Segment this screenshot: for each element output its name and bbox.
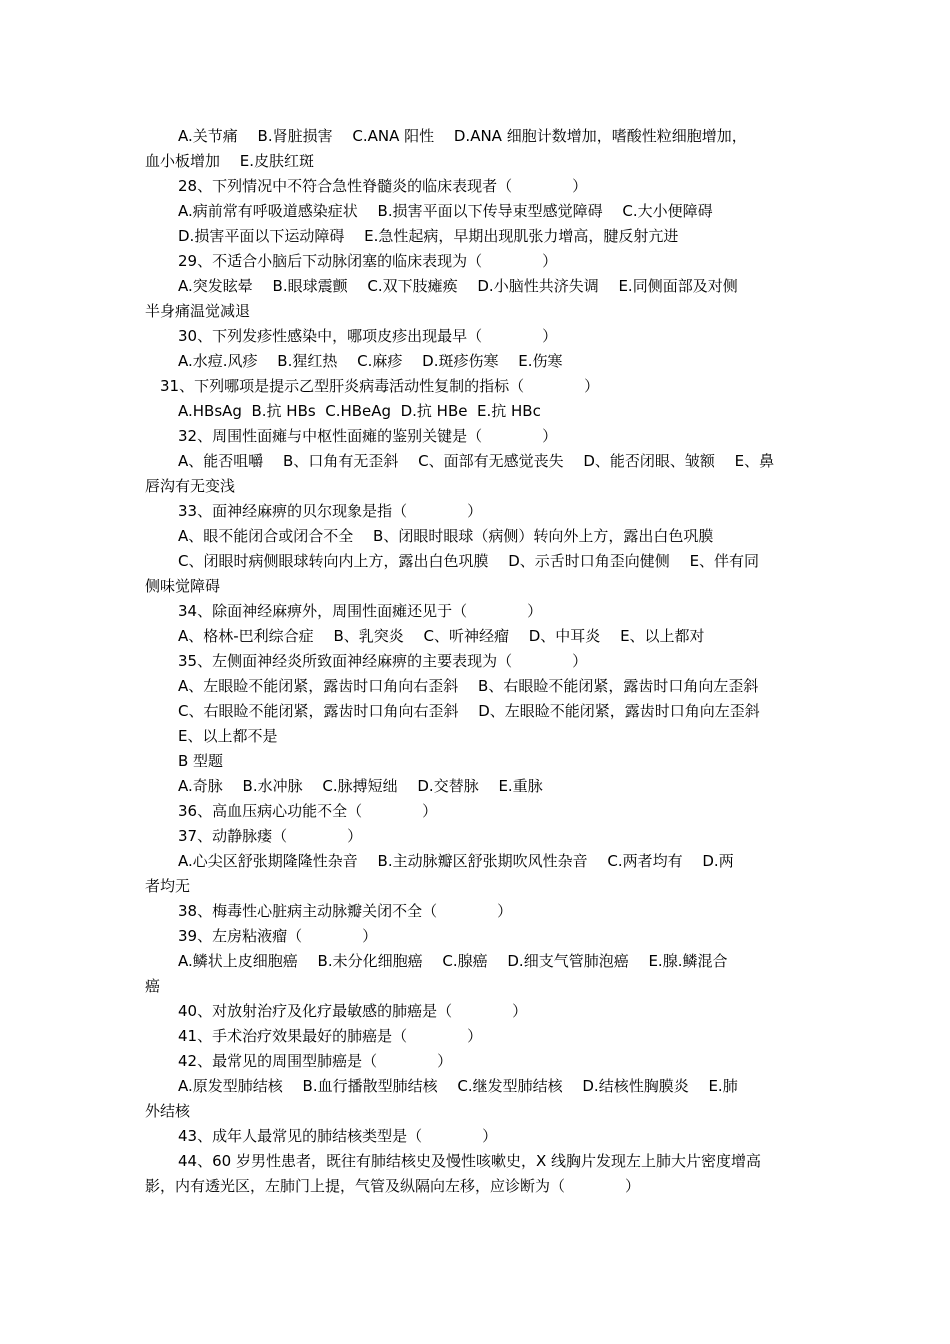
option-line: C、右眼睑不能闭紧，露齿时口角向右歪斜 D、左眼睑不能闭紧，露齿时口角向左歪斜 <box>178 702 760 720</box>
option-line: A.关节痛 B.肾脏损害 C.ANA 阳性 D.ANA 细胞计数增加，嗜酸性粒细胞增加， <box>178 127 747 145</box>
option-line: A、能否咀嚼 B、口角有无歪斜 C、面部有无感觉丧失 D、能否闭眼、皱额 E、鼻 <box>178 452 775 470</box>
question-43: 43、成年人最常见的肺结核类型是（ ） <box>178 1127 498 1145</box>
option-line: A、格林-巴利综合症 B、乳突炎 C、听神经瘤 D、中耳炎 E、以上都对 <box>178 627 705 645</box>
option-line: A.病前常有呼吸道感染症状 B.损害平面以下传导束型感觉障碍 C.大小便障碍 <box>178 202 713 220</box>
question-31: 31、下列哪项是提示乙型肝炎病毒活动性复制的指标（ ） <box>160 377 600 395</box>
option-line: A.原发型肺结核 B.血行播散型肺结核 C.继发型肺结核 D.结核性胸膜炎 E.肺 <box>178 1077 738 1095</box>
option-line: E、以上都不是 <box>178 727 278 745</box>
question-33: 33、面神经麻痹的贝尔现象是指（ ） <box>178 502 483 520</box>
option-line-continued: 半身痛温觉减退 <box>145 302 251 320</box>
option-line: D.损害平面以下运动障碍 E.急性起病，早期出现肌张力增高，腱反射亢进 <box>178 227 679 245</box>
option-line: A.HBsAg B.抗 HBs C.HBeAg D.抗 HBe E.抗 HBc <box>178 402 541 420</box>
option-line: A.心尖区舒张期隆隆性杂音 B.主动脉瓣区舒张期吹风性杂音 C.两者均有 D.两 <box>178 852 734 870</box>
option-line: A.突发眩晕 B.眼球震颤 C.双下肢瘫痪 D.小脑性共济失调 E.同侧面部及对侧 <box>178 277 738 295</box>
question-41: 41、手术治疗效果最好的肺癌是（ ） <box>178 1027 483 1045</box>
question-37: 37、动静脉瘘（ ） <box>178 827 363 845</box>
option-line-continued: 侧味觉障碍 <box>145 577 221 595</box>
option-line-continued: 癌 <box>145 977 161 995</box>
section-heading: B 型题 <box>178 752 224 770</box>
question-38: 38、梅毒性心脏病主动脉瓣关闭不全（ ） <box>178 902 513 920</box>
option-line-continued: 唇沟有无变浅 <box>145 477 236 495</box>
option-line: A、左眼睑不能闭紧，露齿时口角向右歪斜 B、右眼睑不能闭紧，露齿时口角向左歪斜 <box>178 677 759 695</box>
option-line: A.水痘.风疹 B.猩红热 C.麻疹 D.斑疹伤寒 E.伤寒 <box>178 352 563 370</box>
option-line: A、眼不能闭合或闭合不全 B、闭眼时眼球（病侧）转向外上方，露出白色巩膜 <box>178 527 714 545</box>
option-line: A.奇脉 B.水冲脉 C.脉搏短绌 D.交替脉 E.重脉 <box>178 777 543 795</box>
question-44-continued: 影，内有透光区，左肺门上提，气管及纵隔向左移，应诊断为（ ） <box>145 1177 641 1195</box>
question-35: 35、左侧面神经炎所致面神经麻痹的主要表现为（ ） <box>178 652 588 670</box>
option-line-continued: 者均无 <box>145 877 191 895</box>
option-line: A.鳞状上皮细胞癌 B.未分化细胞癌 C.腺癌 D.细支气管肺泡癌 E.腺.鳞混合 <box>178 952 728 970</box>
question-28: 28、下列情况中不符合急性脊髓炎的临床表现者（ ） <box>178 177 588 195</box>
option-line: C、闭眼时病侧眼球转向内上方，露出白色巩膜 D、示舌时口角歪向健侧 E、伴有同 <box>178 552 760 570</box>
question-44: 44、60 岁男性患者，既往有肺结核史及慢性咳嗽史，X 线胸片发现左上肺大片密度增高 <box>178 1152 761 1170</box>
question-32: 32、周围性面瘫与中枢性面瘫的鉴别关键是（ ） <box>178 427 558 445</box>
question-40: 40、对放射治疗及化疗最敏感的肺癌是（ ） <box>178 1002 528 1020</box>
question-42: 42、最常见的周围型肺癌是（ ） <box>178 1052 453 1070</box>
question-39: 39、左房粘液瘤（ ） <box>178 927 378 945</box>
question-34: 34、除面神经麻痹外，周围性面瘫还见于（ ） <box>178 602 543 620</box>
option-line-continued: 外结核 <box>145 1102 191 1120</box>
question-30: 30、下列发疹性感染中，哪项皮疹出现最早（ ） <box>178 327 558 345</box>
question-36: 36、高血压病心功能不全（ ） <box>178 802 438 820</box>
option-line-continued: 血小板增加 E.皮肤红斑 <box>145 152 315 170</box>
question-29: 29、不适合小脑后下动脉闭塞的临床表现为（ ） <box>178 252 558 270</box>
